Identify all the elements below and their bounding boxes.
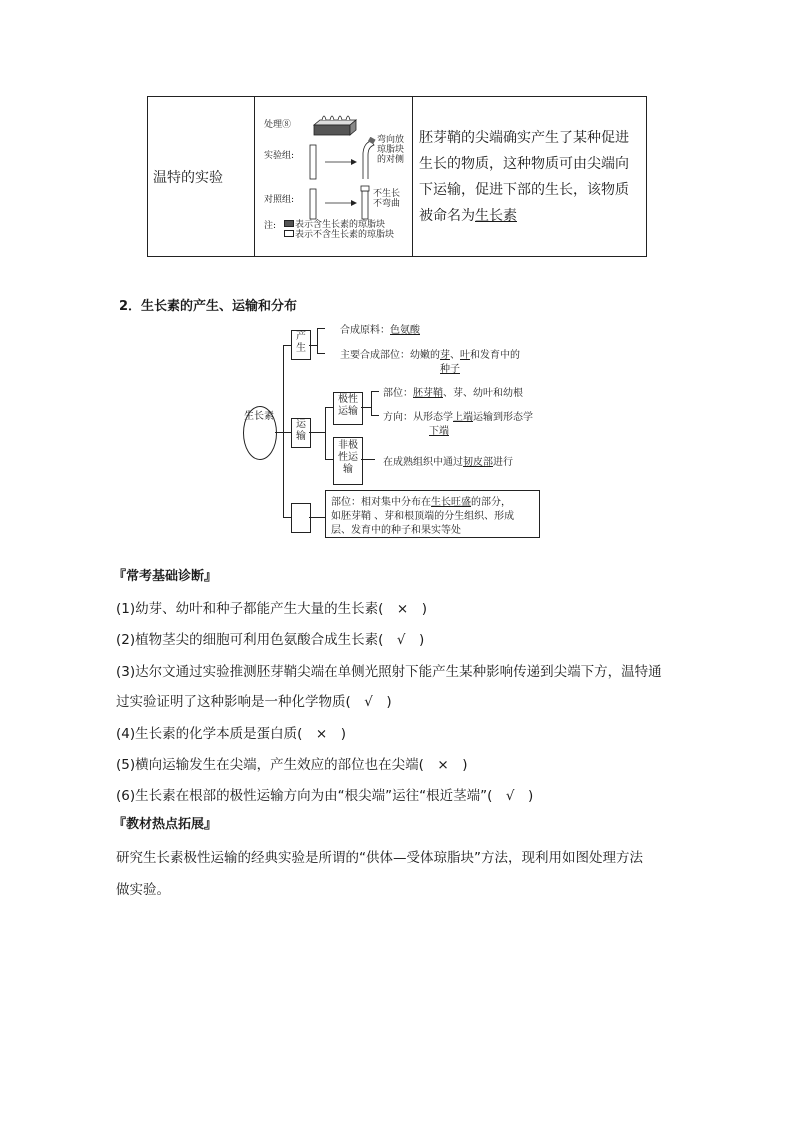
diagnosis-item-6: (6)生长素在根部的极性运输方向为由“根尖端”运往“根近茎端”( √ ) xyxy=(116,788,534,804)
distribution-line-2: 如胚芽鞘 、芽和根顶端的分生组织、形成 xyxy=(331,511,515,522)
branch-transport: 运输 xyxy=(291,418,311,448)
diagnosis-item-4: (4)生长素的化学本质是蛋白质( × ) xyxy=(116,726,346,742)
experiment-table xyxy=(147,96,647,257)
note-1: 表示含生长素的琼脂块 xyxy=(295,220,386,230)
row-title: 温特的实验 xyxy=(148,97,255,257)
note-2: 表示不含生长素的琼脂块 xyxy=(295,230,395,240)
control-coleoptile-icon xyxy=(307,181,377,221)
section-title: 2．生长素的产生、运输和分布 xyxy=(119,299,298,314)
main-site-seed: 种子 xyxy=(440,364,460,375)
exp-group-label: 实验组: xyxy=(264,151,295,161)
diagnosis-item-5: (5)横向运输发生在尖端，产生效应的部位也在尖端( × ) xyxy=(116,757,468,773)
diagnosis-item-2: (2)植物茎尖的细胞可利用色氨酸合成生长素( √ ) xyxy=(116,632,425,648)
extension-line-1: 研究生长素极性运输的经典实验是所谓的“供体—受体琼脂块”方法，现利用如图处理方法 xyxy=(116,850,643,866)
nonpolar-text: 在成熟组织中通过韧皮部进行 xyxy=(383,457,513,468)
polar-direction: 方向：从形态学上端运输到形态学 xyxy=(383,412,533,423)
distribution-line-1: 部位：相对集中分布在生长旺盛的部分， xyxy=(331,497,511,508)
distribution-line-3: 层、发育中的种子和果实等处 xyxy=(331,525,461,536)
polar-site: 部位：胚芽鞘、芽、幼叶和幼根 xyxy=(383,388,523,399)
note-prefix: 注: xyxy=(264,221,277,231)
branch-produce: 产生 xyxy=(291,330,311,360)
nonpolar-transport-box: 非极性运输 xyxy=(333,437,363,485)
treatment-label: 处理⑧ xyxy=(264,120,292,130)
went-experiment-diagram xyxy=(255,97,413,257)
filled-agar-legend-icon xyxy=(284,220,294,227)
extension-header: 『教材热点拓展』 xyxy=(113,817,218,832)
extension-line-2: 做实验。 xyxy=(116,882,170,898)
main-site: 主要合成部位：幼嫩的芽、叶和发育中的 xyxy=(340,350,520,361)
control-group-label: 对照组: xyxy=(264,195,295,205)
diagnosis-item-3-cont: 过实验证明了这种影响是一种化学物质( √ ) xyxy=(116,694,392,710)
exp-coleoptile-icon xyxy=(307,137,377,181)
control-result: 不生长 不弯曲 xyxy=(373,189,401,209)
polar-transport-box: 极性运输 xyxy=(333,392,363,425)
polar-direction-end: 下端 xyxy=(429,426,449,437)
diagnosis-header: 『常考基础诊断』 xyxy=(113,569,218,584)
branch-distribution xyxy=(291,503,311,533)
raw-material: 合成原料：色氨酸 xyxy=(340,325,420,336)
conclusion-cell: 胚芽鞘的尖端确实产生了某种促进生长的物质，这种物质可由尖端向下运输，促进下部的生长，该物质被命名为生长素 xyxy=(413,97,647,257)
empty-agar-legend-icon xyxy=(284,230,294,237)
exp-result: 弯向放 琼脂块 的对侧 xyxy=(377,135,405,165)
diagnosis-item-3: (3)达尔文通过实验推测胚芽鞘尖端在单侧光照射下能产生某种影响传递到尖端下方，温特通 xyxy=(116,664,662,680)
conclusion-term: 生长素 xyxy=(475,207,517,224)
agar-block-with-tips-icon xyxy=(310,111,358,139)
root-label: 生长素 xyxy=(244,411,274,422)
diagnosis-item-1: (1)幼芽、幼叶和种子都能产生大量的生长素( × ) xyxy=(116,601,427,617)
